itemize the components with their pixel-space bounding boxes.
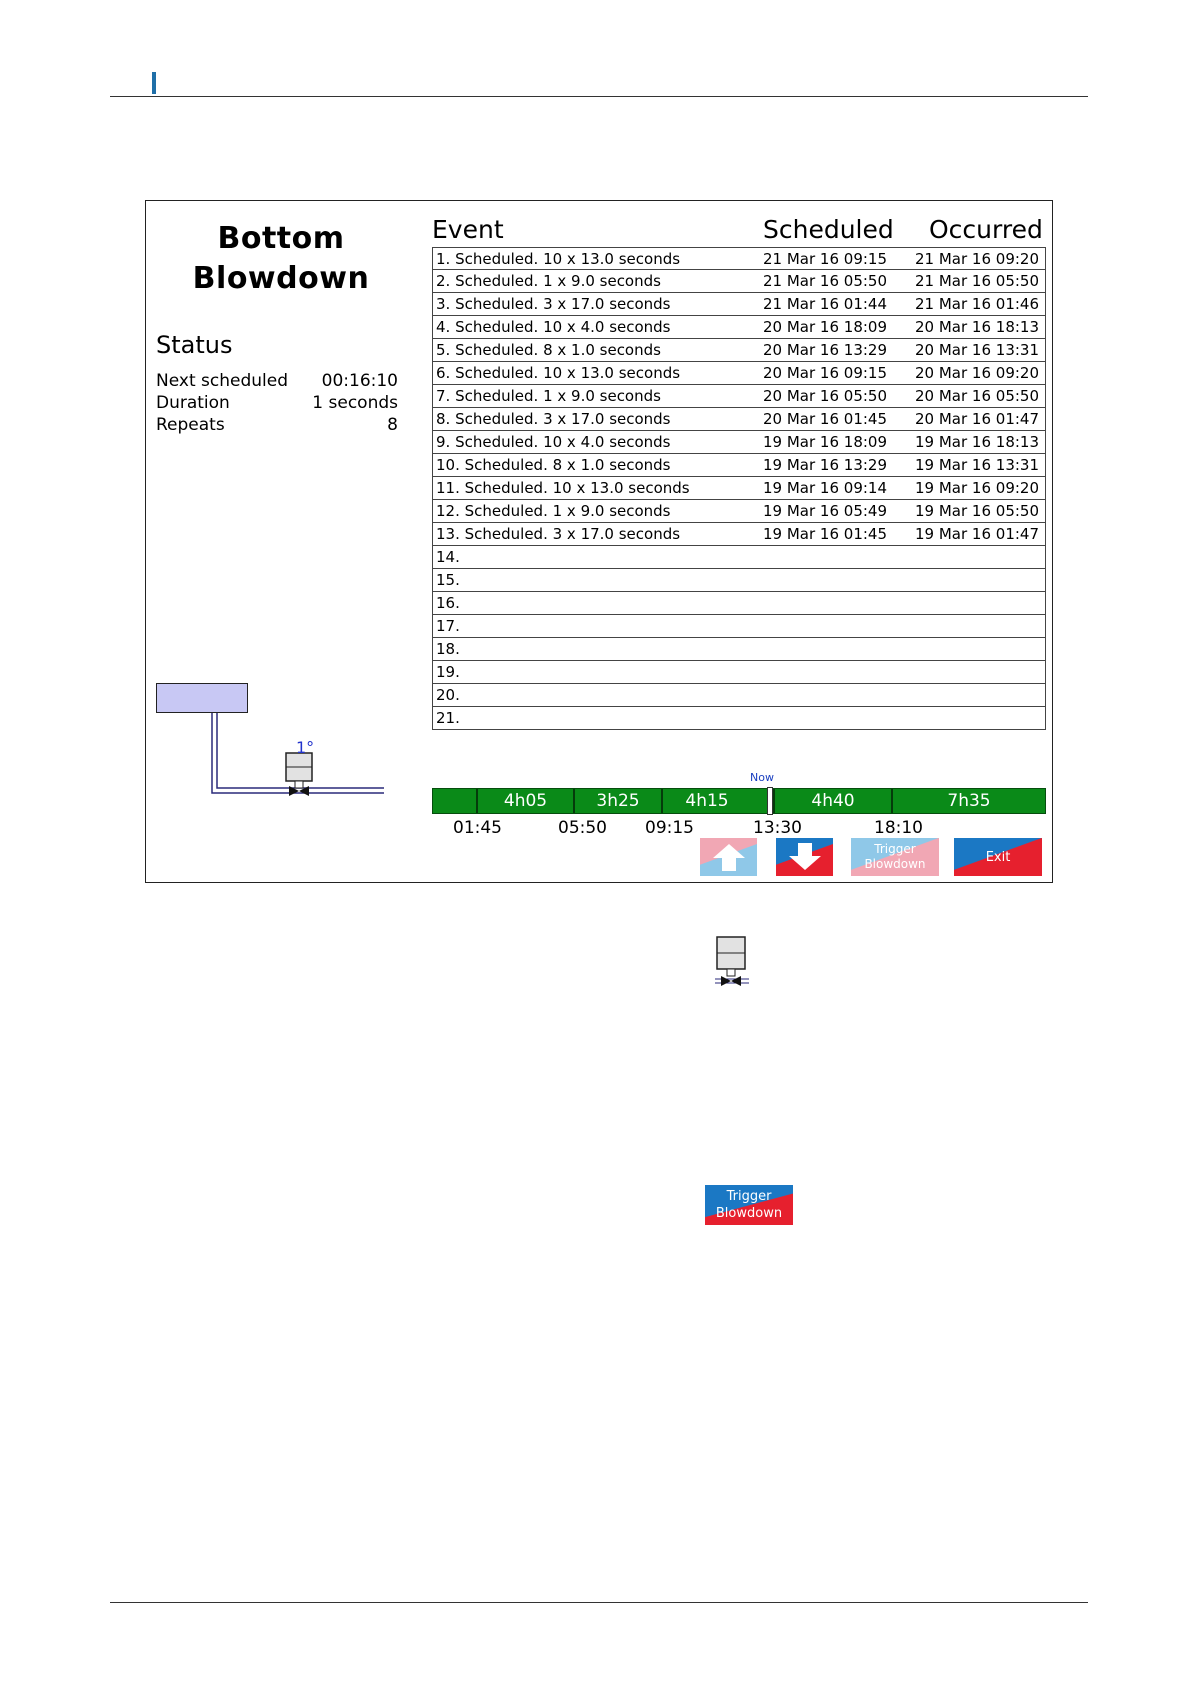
table-row	[432, 684, 1046, 707]
timeline-tick-label: 01:45	[453, 818, 502, 838]
status-label: Duration	[156, 393, 230, 413]
scheduled-cell: 20 Mar 16 09:15	[763, 364, 888, 382]
now-label: Now	[750, 771, 774, 784]
event-cell: 19.	[436, 663, 460, 681]
table-row	[432, 707, 1046, 730]
timeline-tick-label: 05:50	[558, 818, 607, 838]
legend-line-2: Blowdown	[715, 1206, 783, 1221]
status-value: 8	[387, 415, 398, 435]
event-cell: 11. Scheduled. 10 x 13.0 seconds	[436, 479, 690, 497]
timeline-segment: 3h25	[596, 791, 640, 811]
event-cell: 14.	[436, 548, 460, 566]
status-label: Next scheduled	[156, 371, 288, 391]
event-cell: 2. Scheduled. 1 x 9.0 seconds	[436, 272, 661, 290]
timeline-segment: 4h15	[685, 791, 729, 811]
occurred-cell: 19 Mar 16 01:47	[915, 525, 1040, 543]
trigger-blowdown-button[interactable]	[851, 838, 939, 876]
scheduled-cell: 21 Mar 16 01:44	[763, 295, 888, 313]
scheduled-cell: 19 Mar 16 09:14	[763, 479, 888, 497]
status-value: 00:16:10	[321, 371, 398, 391]
occurred-cell: 19 Mar 16 09:20	[915, 479, 1040, 497]
event-cell: 6. Scheduled. 10 x 13.0 seconds	[436, 364, 681, 382]
legend-line-1: Trigger	[726, 1189, 772, 1204]
occurred-cell: 20 Mar 16 01:47	[915, 410, 1040, 428]
scheduled-cell: 19 Mar 16 05:49	[763, 502, 888, 520]
timeline-segment: 4h40	[811, 791, 855, 811]
event-cell: 10. Scheduled. 8 x 1.0 seconds	[436, 456, 671, 474]
scheduled-cell: 20 Mar 16 01:45	[763, 410, 888, 428]
scheduled-cell: 19 Mar 16 13:29	[763, 456, 888, 474]
footer-rule	[110, 1602, 1088, 1603]
header-accent-marker	[152, 72, 156, 94]
occurred-cell: 20 Mar 16 09:20	[915, 364, 1040, 382]
table-row	[432, 385, 1046, 408]
status-value: 1 seconds	[312, 393, 398, 413]
timeline-segment: 7h35	[947, 791, 991, 811]
scheduled-cell: 21 Mar 16 09:15	[763, 250, 888, 268]
occurred-cell: 20 Mar 16 18:13	[915, 318, 1040, 336]
scheduled-cell: 20 Mar 16 18:09	[763, 318, 888, 336]
event-cell: 13. Scheduled. 3 x 17.0 seconds	[436, 525, 681, 543]
scheduled-cell: 19 Mar 16 01:45	[763, 525, 888, 543]
column-header-event: Event	[432, 215, 504, 244]
occurred-cell: 20 Mar 16 13:31	[915, 341, 1040, 359]
table-row	[432, 592, 1046, 615]
arrow-down-icon	[788, 842, 822, 872]
title-line-1: Bottom	[217, 221, 345, 256]
table-row	[432, 247, 1046, 270]
pipe-diagram	[146, 201, 406, 841]
title-line-2: Blowdown	[192, 261, 370, 296]
occurred-cell: 21 Mar 16 01:46	[915, 295, 1040, 313]
column-header-occurred: Occurred	[929, 215, 1043, 244]
occurred-cell: 19 Mar 16 13:31	[915, 456, 1040, 474]
event-cell: 16.	[436, 594, 460, 612]
timeline-tick-label: 13:30	[753, 818, 802, 838]
scroll-up-button[interactable]	[700, 838, 757, 876]
event-cell: 7. Scheduled. 1 x 9.0 seconds	[436, 387, 661, 405]
scroll-down-button[interactable]	[776, 838, 833, 876]
event-cell: 15.	[436, 571, 460, 589]
trigger-blowdown-legend	[705, 1185, 793, 1225]
event-cell: 3. Scheduled. 3 x 17.0 seconds	[436, 295, 671, 313]
valve-legend-icon	[715, 935, 749, 993]
status-label: Repeats	[156, 415, 225, 435]
valve-icon	[286, 753, 312, 796]
table-row	[432, 615, 1046, 638]
table-row	[432, 270, 1046, 293]
occurred-cell: 21 Mar 16 09:20	[915, 250, 1040, 268]
timeline-tick-label: 09:15	[645, 818, 694, 838]
table-row	[432, 546, 1046, 569]
header-rule	[110, 96, 1088, 97]
event-cell: 18.	[436, 640, 460, 658]
timeline-tick-label: 18:10	[874, 818, 923, 838]
blowdown-screen	[145, 200, 1053, 883]
event-table	[432, 247, 1046, 730]
occurred-cell: 21 Mar 16 05:50	[915, 272, 1040, 290]
status-heading: Status	[156, 331, 233, 359]
event-cell: 1. Scheduled. 10 x 13.0 seconds	[436, 250, 681, 268]
table-row	[432, 316, 1046, 339]
table-row	[432, 408, 1046, 431]
column-header-scheduled: Scheduled	[763, 215, 894, 244]
table-row	[432, 339, 1046, 362]
table-row	[432, 638, 1046, 661]
arrow-up-icon	[712, 842, 746, 872]
valve-label: 1°	[296, 738, 315, 757]
occurred-cell: 19 Mar 16 05:50	[915, 502, 1040, 520]
table-row	[432, 293, 1046, 316]
occurred-cell: 20 Mar 16 05:50	[915, 387, 1040, 405]
event-cell: 20.	[436, 686, 460, 704]
event-cell: 21.	[436, 709, 460, 727]
event-cell: 5. Scheduled. 8 x 1.0 seconds	[436, 341, 661, 359]
event-cell: 9. Scheduled. 10 x 4.0 seconds	[436, 433, 671, 451]
table-row	[432, 477, 1046, 500]
table-row	[432, 500, 1046, 523]
scheduled-cell: 21 Mar 16 05:50	[763, 272, 888, 290]
event-cell: 4. Scheduled. 10 x 4.0 seconds	[436, 318, 671, 336]
event-cell: 8. Scheduled. 3 x 17.0 seconds	[436, 410, 671, 428]
table-row	[432, 661, 1046, 684]
table-row	[432, 362, 1046, 385]
exit-button[interactable]: Exit	[954, 838, 1042, 876]
table-row	[432, 431, 1046, 454]
table-row	[432, 569, 1046, 592]
scheduled-cell: 19 Mar 16 18:09	[763, 433, 888, 451]
table-row	[432, 454, 1046, 477]
timeline-bar	[432, 788, 1046, 814]
trigger-label-line-1: Trigger	[874, 842, 916, 856]
trigger-label-line-2: Blowdown	[864, 857, 926, 871]
occurred-cell: 19 Mar 16 18:13	[915, 433, 1040, 451]
scheduled-cell: 20 Mar 16 13:29	[763, 341, 888, 359]
scheduled-cell: 20 Mar 16 05:50	[763, 387, 888, 405]
event-cell: 12. Scheduled. 1 x 9.0 seconds	[436, 502, 671, 520]
event-cell: 17.	[436, 617, 460, 635]
timeline-segment: 4h05	[503, 791, 548, 811]
table-row	[432, 523, 1046, 546]
